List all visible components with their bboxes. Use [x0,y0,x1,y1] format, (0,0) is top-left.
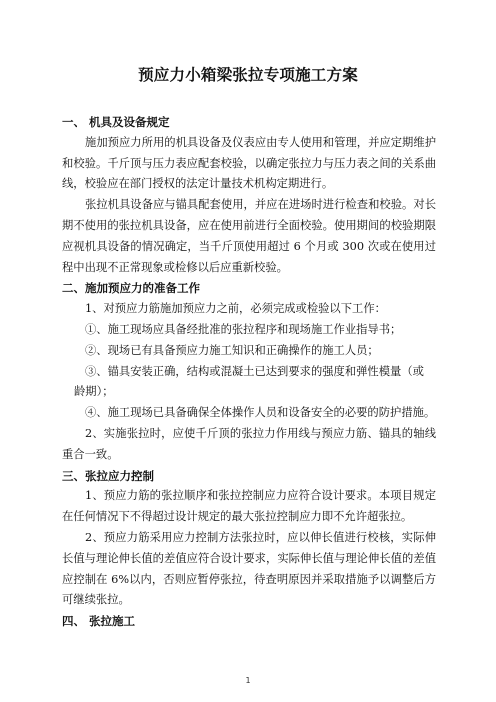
list-item-continuation: 龄期）； [74,385,114,399]
paragraph: 张拉机具设备应与锚具配套使用，并应在进场时进行检查和校验。对长期不使用的张拉机具设备，应在使用前进行全面校验。使用期间的校验期限应视机具设备的情况确定，当千斤顶使用超过 6 个月或 300 次或在使用过程中出现不正常现象或检修以后应重新校验。 [62,198,436,274]
list-item: ①、施工现场应具备经批准的张拉程序和现场施工作业指导书； [85,322,402,336]
paragraph: 1、预应力筋的张拉顺序和张拉控制应力应符合设计要求。本项目规定在任何情况下不得超过设计规定的最大张拉控制应力即不允许超张拉。 [62,489,436,524]
paragraph: 2、实施张拉时，应使千斤顶的张拉力作用线与预应力筋、锚具的轴线重合一致。 [62,426,436,461]
paragraph: 2、预应力筋采用应力控制方法张拉时，应以伸长值进行校核，实际伸长值与理论伸长值的差值应符合设计要求，实际伸长值与理论伸长值的差值应控制在 6%以内，否则应暂停张拉，待查明原因并采取措施予以调整后方可继续张拉。 [62,530,436,607]
document-body [62,112,436,632]
section-heading-stress-control: 三、张拉应力控制 [62,468,154,483]
paragraph: 施加预应力所用的机具设备及仪表应由专人使用和管理，并应定期维护和校验。千斤顶与压力表应配套校验，以确定张拉力与压力表之间的关系曲线，校验应在部门授权的法定计量技术机构定期进行。 [62,135,436,191]
list-item: ②、现场已有具备预应力施工知识和正确操作的施工人员； [85,343,379,357]
document-title: 预应力小箱梁张拉专项施工方案 [138,66,358,84]
list-item: ④、施工现场已具备确保全体操作人员和设备安全的必要的防护措施。 [85,406,436,420]
paragraph: 1、对预应力筋施加预应力之前，必须完成或检验以下工作： [85,302,386,316]
section-heading-equipment: 一、 机具及设备规定 [62,115,170,129]
list-item: ③、锚具安装正确，结构或混凝土已达到要求的强度和弹性模量（或 [85,364,424,378]
section-heading-tensioning: 四、 张拉施工 [62,614,136,629]
page-number: 1 [245,676,251,685]
section-heading-preparation: 二、施加预应力的准备工作 [62,281,200,296]
